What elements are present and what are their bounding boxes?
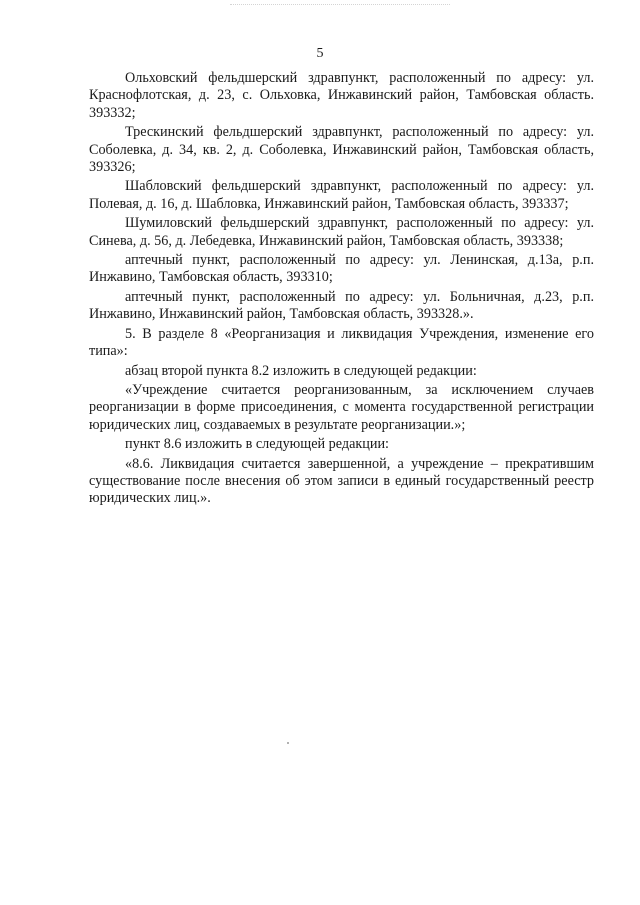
paragraph-clause-8-2-text: «Учреждение считается реорганизованным, за исключением случаев реорганизации в форме присоединения, с момента государственной регистрации юридических лиц, создаваемых в результате реорганизации.»; xyxy=(89,381,594,433)
paragraph-pharmacy-bolnichnaya: аптечный пункт, расположенный по адресу: ул. Больничная, д.23, р.п. Инжавино, Инжавинский район, Тамбовская область, 393328.». xyxy=(89,288,594,323)
paragraph-treskinsky: Трескинский фельдшерский здравпункт, расположенный по адресу: ул. Соболевка, д. 34, кв. 2, д. Соболевка, Инжавинский район, Тамбовская область, 393326; xyxy=(89,124,594,176)
paragraph-pharmacy-leninskaya: аптечный пункт, расположенный по адресу: ул. Ленинская, д.13а, р.п. Инжавино, Тамбовская область, 393310; xyxy=(89,252,594,286)
scan-artifact-top xyxy=(230,4,450,11)
paragraph-clause-8-2-intro: абзац второй пункта 8.2 изложить в следующей редакции: xyxy=(125,362,477,379)
paragraph-section-8: 5. В разделе 8 «Реорганизация и ликвидация Учреждения, изменение его типа»: xyxy=(89,325,594,360)
paragraph-clause-8-6-text: «8.6. Ликвидация считается завершенной, а учреждение – прекратившим существование после внесения об этом записи в единый государственный реестр юридических лиц.». xyxy=(89,455,594,507)
paragraph-olkhovsky: Ольховский фельдшерский здравпункт, расположенный по адресу: ул. Краснофлотская, д. 23, с. Ольховка, Инжавинский район, Тамбовская область. 393332; xyxy=(89,70,594,121)
paragraph-clause-8-6-intro: пункт 8.6 изложить в следующей редакции: xyxy=(125,436,389,453)
paragraph-shablovsky: Шабловский фельдшерский здравпункт, расположенный по адресу: ул. Полевая, д. 16, д. Шабловка, Инжавинский район, Тамбовская область, 393337; xyxy=(89,178,594,212)
scan-artifact-dot xyxy=(287,742,289,744)
document-body xyxy=(89,70,594,508)
page-number: 5 xyxy=(316,46,324,61)
paragraph-shumilovsky: Шумиловский фельдшерский здравпункт, расположенный по адресу: ул. Синева, д. 56, д. Лебедевка, Инжавинский район, Тамбовская область, 393338; xyxy=(89,215,594,249)
